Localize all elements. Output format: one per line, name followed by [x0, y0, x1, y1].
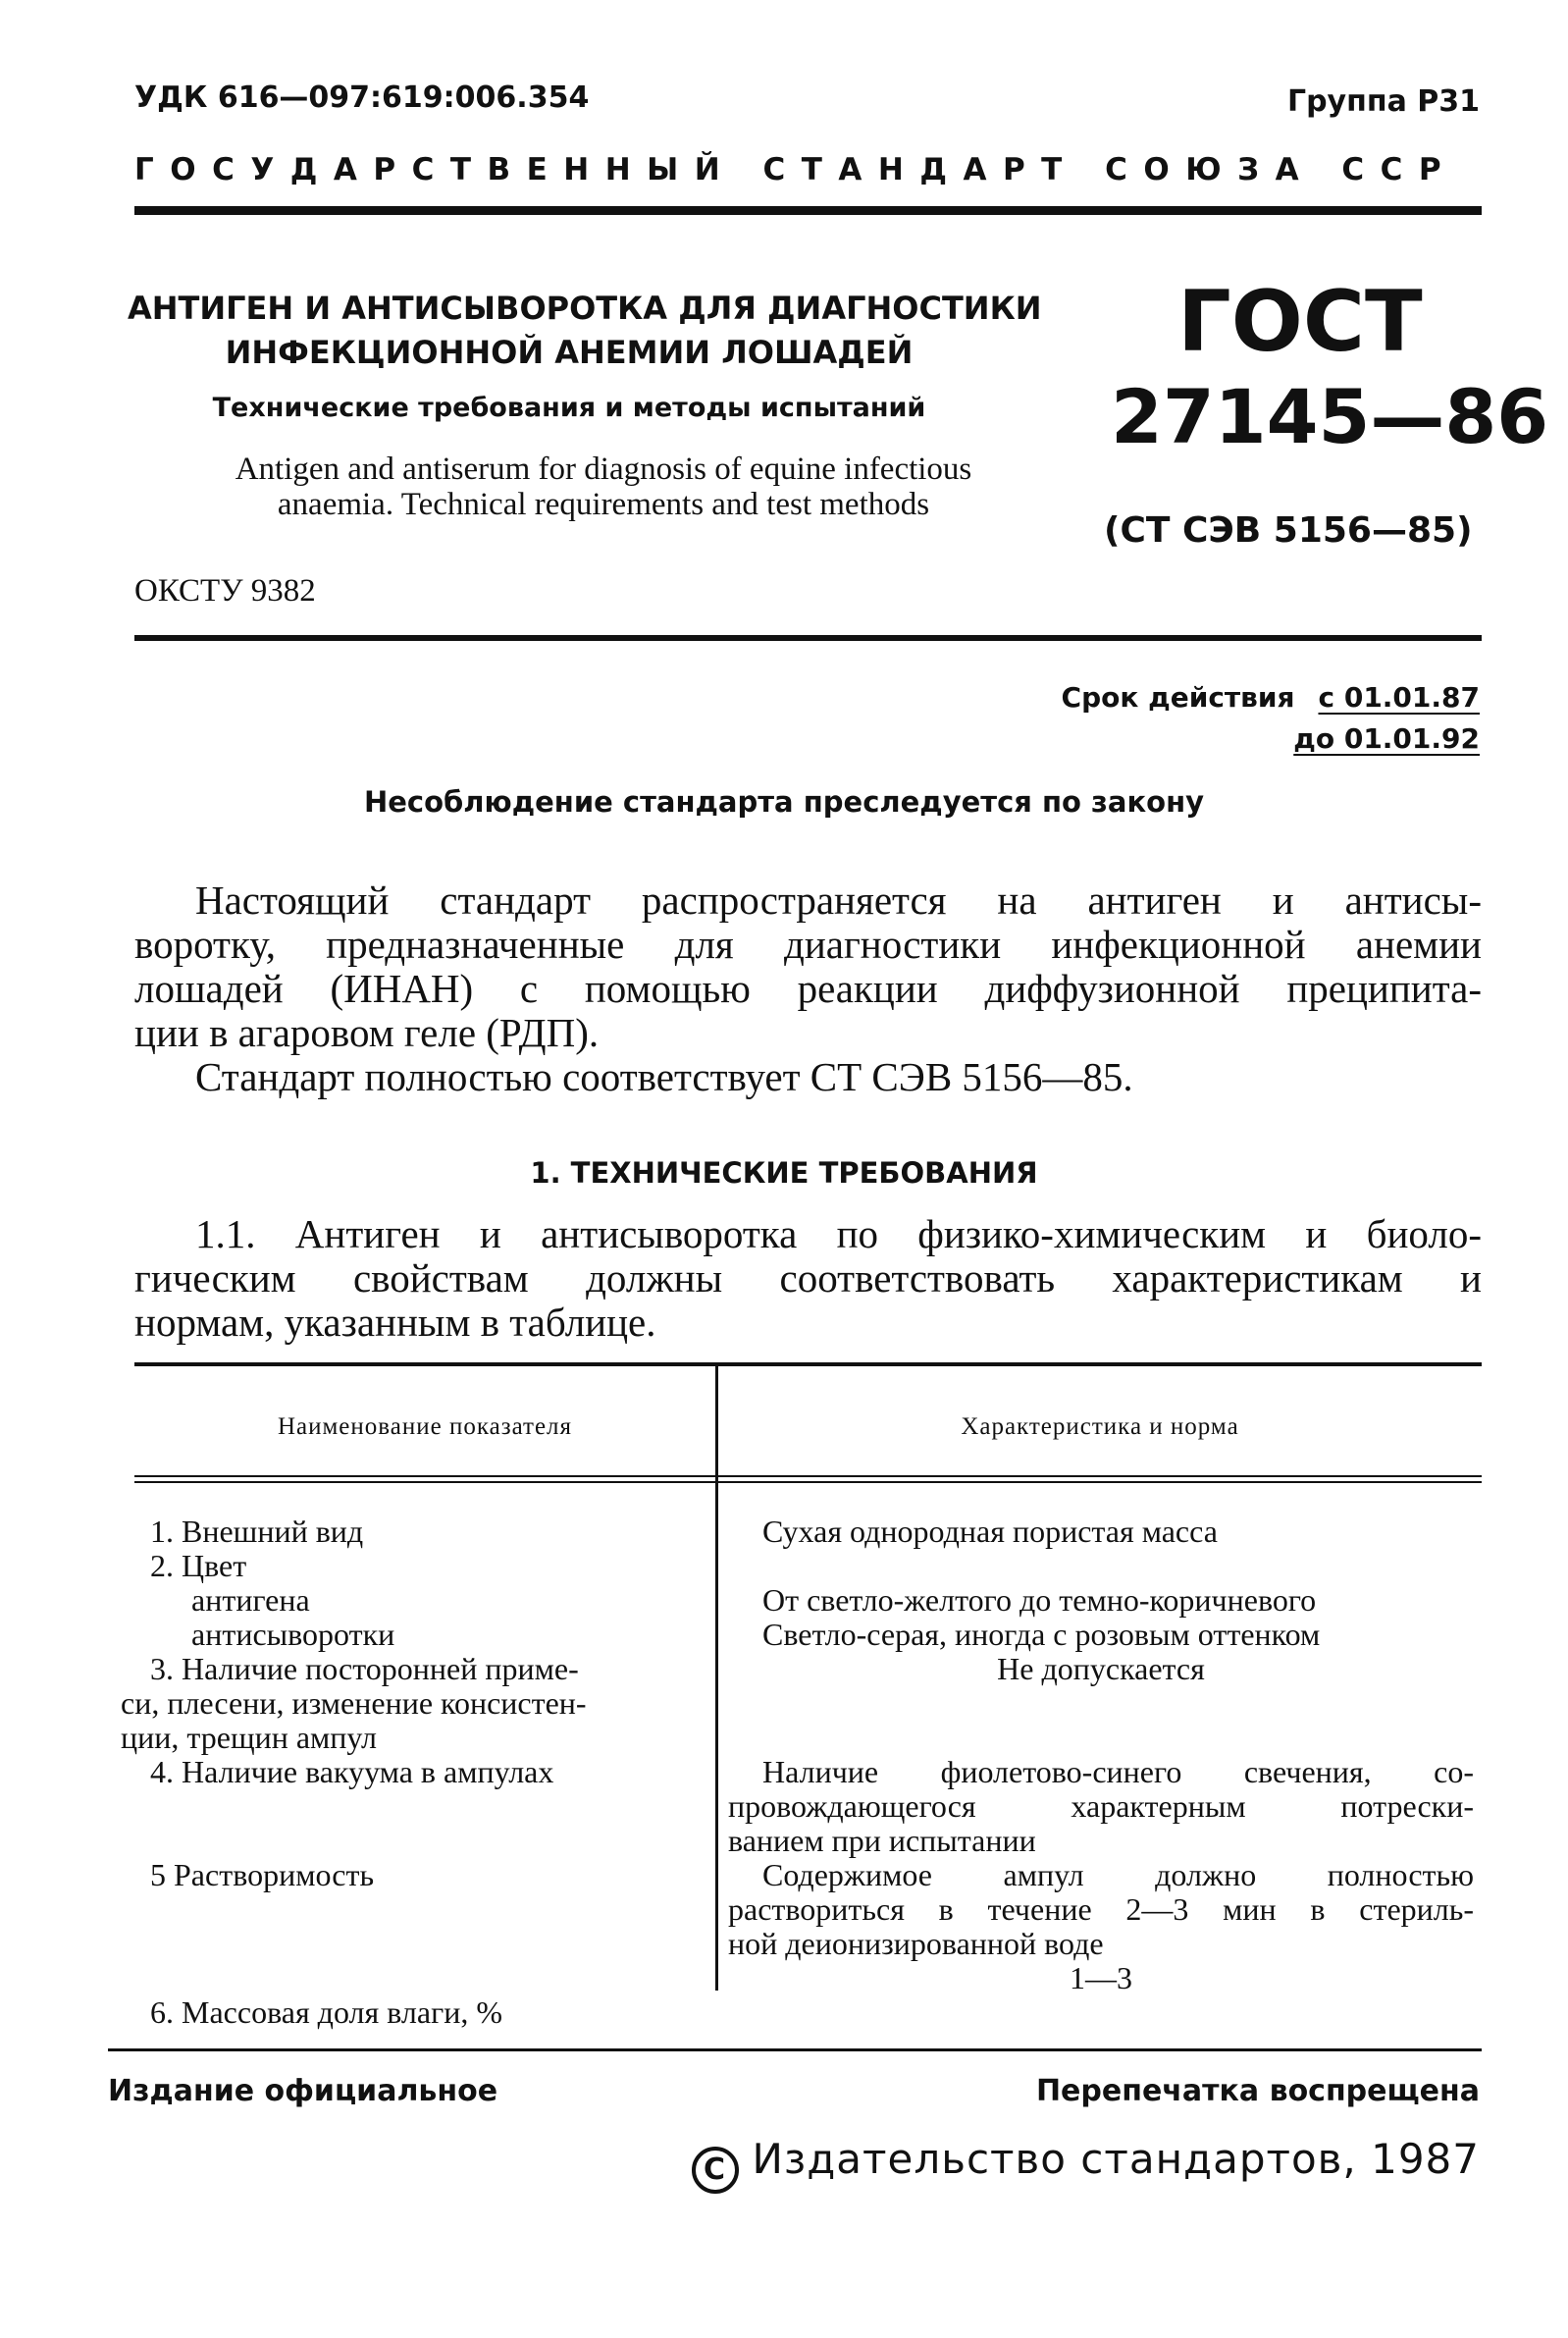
- table-cell: 1. Внешний вид: [150, 1514, 364, 1549]
- intro-line: ции в агаровом геле (РДП).: [134, 1010, 600, 1055]
- oksty-code: ОКСТУ 9382: [134, 573, 316, 609]
- table-cell: 2. Цвет: [150, 1548, 247, 1583]
- validity-period: [1062, 677, 1480, 760]
- table-cell-text: раствориться в течение 2—3 мин в стериль-: [728, 1891, 1474, 1927]
- validity-from: с 01.01.87: [1318, 681, 1480, 714]
- table-cell: 1—3: [1070, 1960, 1132, 1995]
- table-header-rule: [134, 1475, 1482, 1477]
- table-header-norm: Характеристика и норма: [961, 1413, 1239, 1440]
- section1-paragraph: [134, 1212, 1482, 1345]
- official-edition-label: Издание официальное: [108, 2074, 498, 2108]
- table-cell-text: Содержимое ампул должно полностью: [762, 1857, 1474, 1892]
- section1-line: 1.1. Антиген и антисыворотка по физико-химическим и биоло-: [195, 1211, 1482, 1256]
- publisher-line: [692, 2135, 1480, 2194]
- table-column-divider: [715, 1362, 718, 1991]
- state-standard-banner: ГОСУДАРСТВЕННЫЙ СТАНДАРТ СОЮЗА ССР: [134, 152, 1458, 187]
- table-cell-text: ванием при испытании: [728, 1823, 1036, 1858]
- intro-line: Настоящий стандарт распространяется на антиген и антисы-: [195, 877, 1482, 923]
- table-cell: си, плесени, изменение консистен-: [121, 1685, 587, 1721]
- intro-paragraph: [134, 878, 1482, 1099]
- intro-line: воротку, предназначенные для диагностики инфекционной анемии: [134, 922, 1482, 967]
- table-cell: 5 Растворимость: [150, 1857, 375, 1892]
- table-cell-text: ной деионизированной воде: [728, 1926, 1104, 1961]
- gost-label: ГОСТ: [1177, 273, 1423, 371]
- footer-rule: [108, 2048, 1482, 2051]
- title-rule: [134, 635, 1482, 641]
- intro-line: лошадей (ИНАН) с помощью реакции диффузионной преципита-: [134, 966, 1482, 1011]
- gost-number: 27145—86: [1111, 373, 1549, 460]
- legal-warning: Несоблюдение стандарта преследуется по закону: [363, 785, 1205, 819]
- requirements-table: [121, 1362, 1482, 2030]
- table-cell: 6. Массовая доля влаги, %: [150, 1994, 502, 2030]
- validity-label: Срок действия: [1061, 681, 1295, 714]
- table-cell: [728, 1755, 1474, 1858]
- header-rule: [134, 206, 1482, 215]
- section1-line: гическим свойствам должны соответствовать характеристикам и: [134, 1255, 1482, 1301]
- section1-line: нормам, указанным в таблице.: [134, 1300, 656, 1345]
- section-heading: 1. ТЕХНИЧЕСКИЕ ТРЕБОВАНИЯ: [530, 1156, 1038, 1190]
- table-cell: антисыворотки: [191, 1617, 395, 1652]
- table-cell: 3. Наличие посторонней приме-: [150, 1651, 579, 1686]
- table-cell: 4. Наличие вакуума в ампулах: [150, 1754, 554, 1789]
- compliance-statement: Стандарт полностью соответствует СТ СЭВ 5156—85.: [195, 1054, 1133, 1099]
- validity-to: до 01.01.92: [1293, 722, 1480, 755]
- group-code: Группа Р31: [1286, 84, 1480, 119]
- table-cell: [728, 1514, 1474, 1549]
- english-title: Antigen and antiserum for diagnosis of equine infectious anaemia. Technical requirements and test methods: [235, 452, 972, 522]
- table-cell: Не допускается: [997, 1651, 1205, 1686]
- table-cell: ции, трещин ампул: [121, 1720, 377, 1755]
- table-header-indicator: Наименование показателя: [277, 1413, 573, 1440]
- table-cell: [728, 1583, 1474, 1618]
- table-cell-text: Сухая однородная пористая масса: [762, 1514, 1218, 1549]
- publisher-name: Издательство стандартов, 1987: [752, 2135, 1480, 2183]
- document-title-line2: ИНФЕКЦИОННОЙ АНЕМИИ ЛОШАДЕЙ: [225, 334, 914, 371]
- table-cell-text: Наличие фиолетово-синего свечения, со-: [762, 1754, 1474, 1789]
- table-cell: [728, 1618, 1474, 1652]
- document-subtitle: Технические требования и методы испытаний: [212, 393, 926, 423]
- table-top-rule: [134, 1362, 1482, 1366]
- document-title-line1: АНТИГЕН И АНТИСЫВОРОТКА ДЛЯ ДИАГНОСТИКИ: [128, 290, 1042, 327]
- table-header-rule: [134, 1481, 1482, 1483]
- table-cell-text: провождающегося характерным потрески-: [728, 1788, 1474, 1824]
- table-cell: [728, 1858, 1474, 1961]
- table-cell: антигена: [191, 1582, 310, 1618]
- table-cell-text: Светло-серая, иногда с розовым оттенком: [762, 1617, 1321, 1652]
- copyright-icon: С: [692, 2147, 739, 2194]
- table-cell-text: От светло-желтого до темно-коричневого: [762, 1582, 1317, 1618]
- st-sev-reference: (СТ СЭВ 5156—85): [1104, 510, 1473, 551]
- udk-code: УДК 616—097:619:006.354: [134, 80, 590, 115]
- reprint-prohibited-label: Перепечатка воспрещена: [1035, 2074, 1480, 2108]
